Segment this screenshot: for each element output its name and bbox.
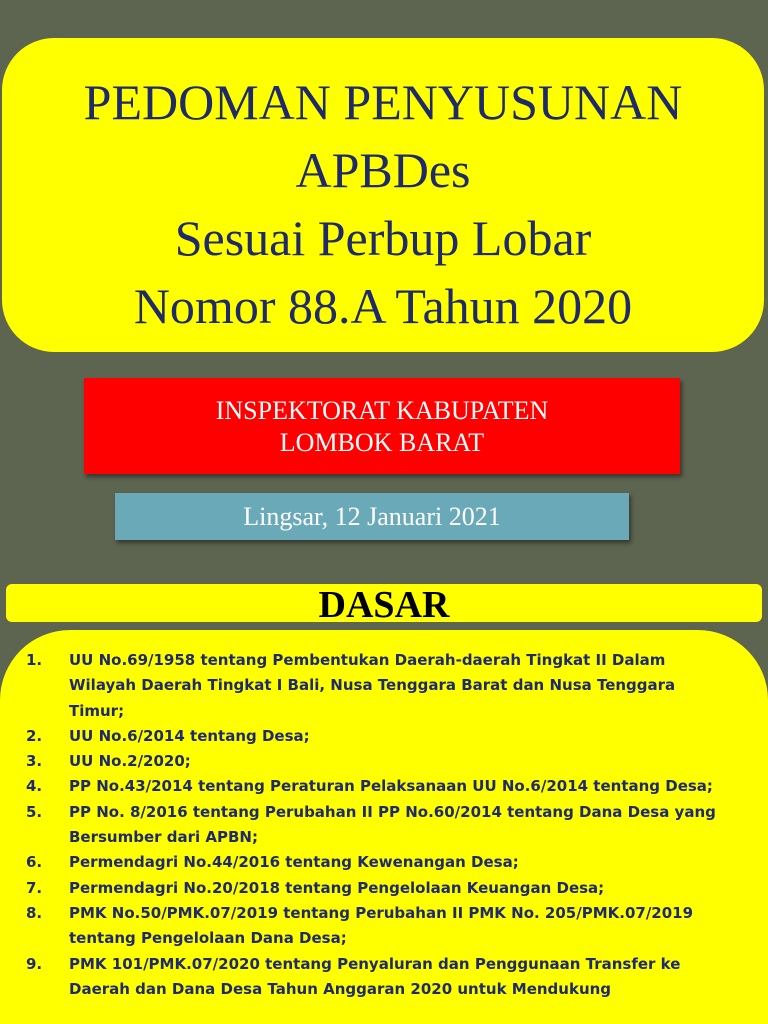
organization-line-1: INSPEKTORAT KABUPATEN xyxy=(215,396,549,425)
title-line-1: PEDOMAN PENYUSUNAN xyxy=(83,74,683,130)
list-item-text: PMK No.50/PMK.07/2019 tentang Perubahan II PMK No. 205/PMK.07/2019 tentang Pengelolaan Dana Desa; xyxy=(69,903,694,948)
title-box xyxy=(2,38,764,352)
list-item xyxy=(26,774,728,799)
list-item xyxy=(26,648,728,724)
list-item-text: UU No.6/2014 tentang Desa; xyxy=(69,726,310,745)
dasar-list-panel xyxy=(0,630,768,1024)
list-item-text: PP No. 8/2016 tentang Perubahan II PP No.60/2014 tentang Dana Desa yang Bersumber dari APBN; xyxy=(69,802,716,847)
list-item-text: PMK 101/PMK.07/2020 tentang Penyaluran dan Penggunaan Transfer ke Daerah dan Dana Desa Tahun Anggaran 2020 untuk Mendukung xyxy=(69,954,681,998)
list-item-text: UU No.2/2020; xyxy=(69,752,191,771)
list-item-number: 8. xyxy=(26,903,43,922)
list-item-number: 3. xyxy=(26,752,43,771)
list-item xyxy=(26,724,728,749)
list-item xyxy=(26,876,728,901)
list-item xyxy=(26,850,728,875)
list-item-text: Permendagri No.20/2018 tentang Pengelolaan Keuangan Desa; xyxy=(69,878,605,897)
list-item-number: 7. xyxy=(26,878,43,897)
list-item xyxy=(26,901,728,952)
dasar-list xyxy=(26,648,728,1002)
list-item-number: 4. xyxy=(26,777,43,796)
list-item-text: UU No.69/1958 tentang Pembentukan Daerah-daerah Tingkat II Dalam Wilayah Daerah Tingkat I Bali, Nusa Tenggara Barat dan Nusa Tenggara Timur; xyxy=(69,651,676,720)
list-item xyxy=(26,952,728,1003)
section-heading: DASAR xyxy=(6,584,762,622)
organization-box xyxy=(84,378,680,474)
list-item-number: 2. xyxy=(26,726,43,745)
list-item-text: PP No.43/2014 tentang Peraturan Pelaksanaan UU No.6/2014 tentang Desa; xyxy=(69,777,713,796)
title-line-4: Nomor 88.A Tahun 2020 xyxy=(133,278,633,334)
date-box: Lingsar, 12 Januari 2021 xyxy=(115,493,629,540)
list-item-number: 6. xyxy=(26,853,43,872)
title-line-2: APBDes xyxy=(295,142,471,198)
list-item xyxy=(26,749,728,774)
list-item-text: Permendagri No.44/2016 tentang Kewenangan Desa; xyxy=(69,853,519,872)
list-item-number: 1. xyxy=(26,651,43,669)
list-item-number: 9. xyxy=(26,954,43,973)
list-item xyxy=(26,800,728,851)
title-line-3: Sesuai Perbup Lobar xyxy=(174,210,592,266)
list-item-number: 5. xyxy=(26,802,43,821)
organization-line-2: LOMBOK BARAT xyxy=(279,428,485,457)
